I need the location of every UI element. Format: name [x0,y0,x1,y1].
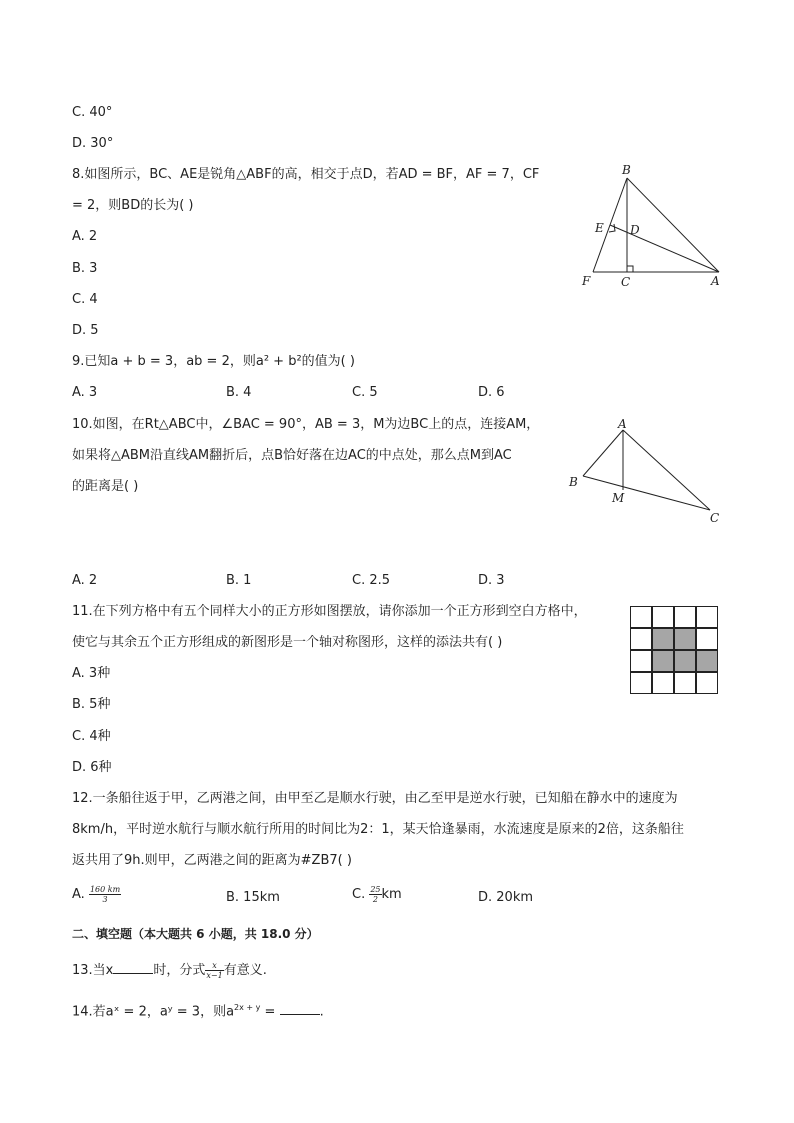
q8-label-a: A [711,274,720,288]
grid-cell-empty [674,672,696,694]
q13-fraction [205,961,223,980]
q14-period: . [319,1004,324,1020]
q10-stem-line2: 如果将△ABM沿直线AM翻折后，点B恰好落在边AC的中点处，那么点M到AC [72,448,512,463]
q11-option-b: B. 5种 [72,697,111,712]
grid-cell-filled [674,628,696,650]
q8-stem-line1: 8.如图所示，BC、AE是锐角△ABF的高，相交于点D，若AD = BF，AF = 7，CF [72,167,540,182]
q12-option-c-fraction [369,885,381,904]
q9-option-d: D. 6 [478,385,505,400]
q7-option-c: C. 40° [72,105,113,120]
q13-denominator: x−1 [206,971,223,980]
q13-answer-blank[interactable] [113,961,153,974]
q12-option-a-prefix: A. [72,887,89,902]
q12-stem-line2: 8km/h，平时逆水航行与顺水航行所用的时间比为2：1，某天恰逢暴雨，水流速度是原来的2倍，这条船往 [72,822,684,837]
q12-option-a-fraction [89,885,121,904]
q14-answer-blank[interactable] [280,1002,320,1015]
q14-stem [72,999,324,1021]
grid-cell-empty [652,606,674,628]
q13-numerator: x [205,961,223,971]
q12-stem-line3: 返共用了9h.则甲，乙两港之间的距离为#ZB7( ) [72,853,352,868]
q10-triangle-figure [565,414,730,529]
q11-option-a: A. 3种 [72,666,111,681]
q13-middle: 时，分式 [153,963,206,978]
q14-prefix: 14.若aˣ = 2，aʸ = 3，则a [72,1004,235,1020]
grid-cell-filled [652,650,674,672]
q14-exponent: 2x + y [234,1003,261,1012]
q10-option-b: B. 1 [226,573,252,588]
q10-label-c: C [710,511,720,525]
q13-suffix: 有意义. [223,963,267,978]
grid-cell-filled [696,650,718,672]
grid-cell-empty [696,672,718,694]
grid-cell-empty [630,628,652,650]
q11-stem-line2: 使它与其余五个正方形组成的新图形是一个轴对称图形，这样的添法共有( ) [72,635,503,650]
q12-option-c-unit: km [381,887,402,902]
q11-option-d: D. 6种 [72,760,112,775]
q12-option-a [72,885,121,904]
q7-option-d: D. 30° [72,136,114,151]
grid-cell-empty [674,606,696,628]
grid-cell-empty [652,672,674,694]
q12-stem-line1: 12.一条船往返于甲，乙两港之间，由甲至乙是顺水行驶，由乙至甲是逆水行驶，已知船在静水中的速度为 [72,791,678,806]
q8-label-b: B [622,163,631,177]
q12-option-b: B. 15km [226,890,280,905]
q11-square-grid [630,606,718,694]
grid-cell-empty [630,672,652,694]
q8-option-a: A. 2 [72,229,98,244]
grid-cell-empty [696,628,718,650]
q11-stem-line1: 11.在下列方格中有五个同样大小的正方形如图摆放，请你添加一个正方形到空白方格中， [72,604,587,619]
q8-option-d: D. 5 [72,323,99,338]
grid-cell-filled [652,628,674,650]
q9-stem: 9.已知a + b = 3，ab = 2，则a² + b²的值为( ) [72,354,355,369]
q9-option-b: B. 4 [226,385,252,400]
q12-option-d: D. 20km [478,890,534,905]
section2-title: 二、填空题（本大题共 6 小题，共 18.0 分） [72,927,319,941]
grid-cell-filled [674,650,696,672]
q13-prefix: 13.当x [72,963,114,978]
q10-option-c: C. 2.5 [352,573,391,588]
q10-option-a: A. 2 [72,573,98,588]
q9-option-a: A. 3 [72,385,98,400]
grid-cell-empty [630,606,652,628]
q10-stem-line3: 的距离是( ) [72,479,139,494]
q8-option-b: B. 3 [72,261,98,276]
q10-label-m: M [612,491,625,505]
q11-option-c: C. 4种 [72,729,111,744]
q12-option-c-prefix: C. [352,887,370,902]
q10-stem-line1: 10.如图，在Rt△ABC中，∠BAC = 90°，AB = 3，M为边BC上的点，连接AM， [72,417,540,432]
q8-triangle-figure [575,162,735,292]
q8-stem-line2: = 2，则BD的长为( ) [72,198,194,213]
q9-option-c: C. 5 [352,385,378,400]
q13-stem [72,961,267,980]
q8-label-e: E [595,221,604,235]
q12-option-a-numerator: 160 km [89,885,121,894]
q10-label-a: A [618,417,627,431]
q8-label-f: F [582,274,591,288]
q8-option-c: C. 4 [72,292,98,307]
q8-label-c: C [621,275,631,289]
q10-option-d: D. 3 [478,573,505,588]
q12-option-c [352,885,402,904]
q8-label-d: D [630,223,640,237]
grid-cell-empty [696,606,718,628]
q12-option-c-numerator: 25 [370,885,381,894]
q12-option-c-denominator: 2 [372,895,378,904]
q14-equals: = [260,1004,280,1020]
grid-cell-empty [630,650,652,672]
q10-label-b: B [569,475,578,489]
q12-option-a-denominator: 3 [102,895,108,904]
